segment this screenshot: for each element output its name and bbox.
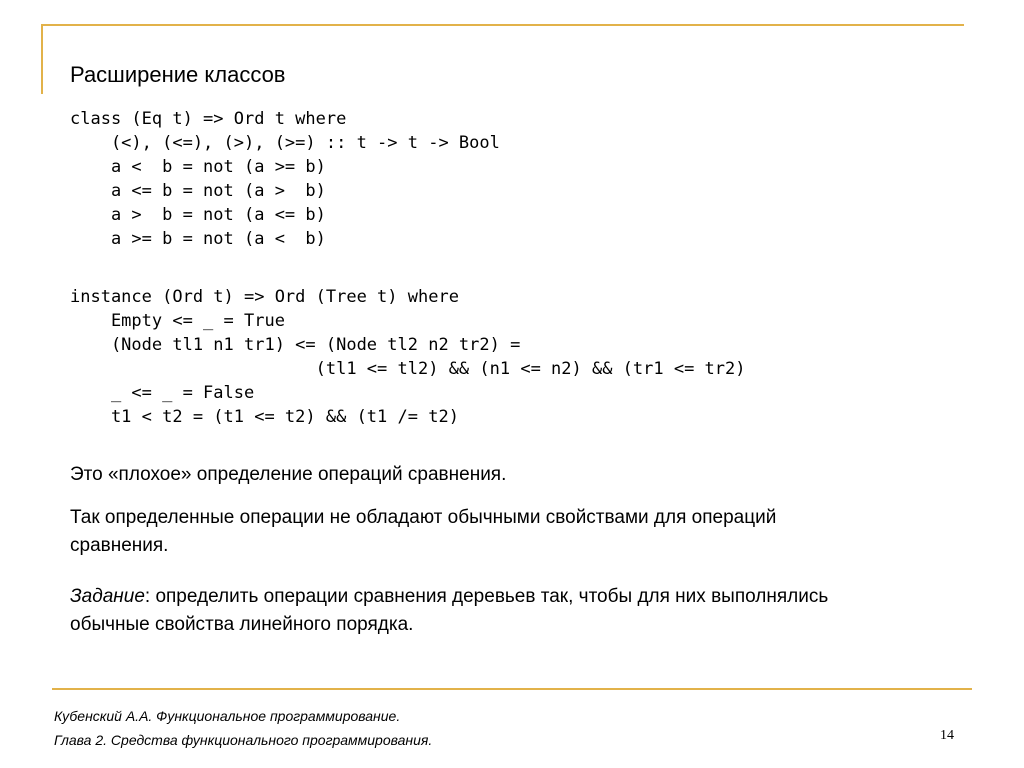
slide-title: Расширение классов [70,62,286,87]
top-rule [42,24,964,26]
code-line: (Node tl1 n1 tr1) <= (Node tl2 n2 tr2) = [70,335,521,355]
code-line: a > b = not (a <= b) [70,205,326,225]
code-line: Empty <= _ = True [70,311,285,331]
code-line: (tl1 <= tl2) && (n1 <= n2) && (tr1 <= tr2) [70,359,746,379]
footer-chapter: Глава 2. Средства функционального программирования. [54,732,433,748]
code-line: instance (Ord t) => Ord (Tree t) where [70,287,459,307]
footer-author: Кубенский А.А. Функциональное программирование. [54,708,401,724]
paragraph-bad-definition: Это «плохое» определение операций сравнения. [70,464,507,485]
page-number: 14 [940,728,954,743]
code-line: _ <= _ = False [70,383,255,403]
left-rule [41,24,43,94]
code-line: class (Eq t) => Ord t where [70,109,347,129]
paragraph-task [70,583,870,639]
code-line: (<), (<=), (>), (>=) :: t -> t -> Bool [70,133,500,153]
paragraph-properties: Так определенные операции не обладают обычными свойствами для операций сравнения. [70,507,777,556]
code-line: a >= b = not (a < b) [70,229,326,249]
code-line: a <= b = not (a > b) [70,181,326,201]
code-line: a < b = not (a >= b) [70,157,326,177]
bottom-rule [52,688,972,690]
code-block-instance-ord-tree [70,285,746,429]
code-block-class-ord [70,107,500,251]
code-line: t1 < t2 = (t1 <= t2) && (t1 /= t2) [70,407,459,427]
task-text: : определить операции сравнения деревьев так, чтобы для них выполнялись обычные свойства линейного порядка. [70,586,829,635]
task-label: Задание [70,586,145,607]
